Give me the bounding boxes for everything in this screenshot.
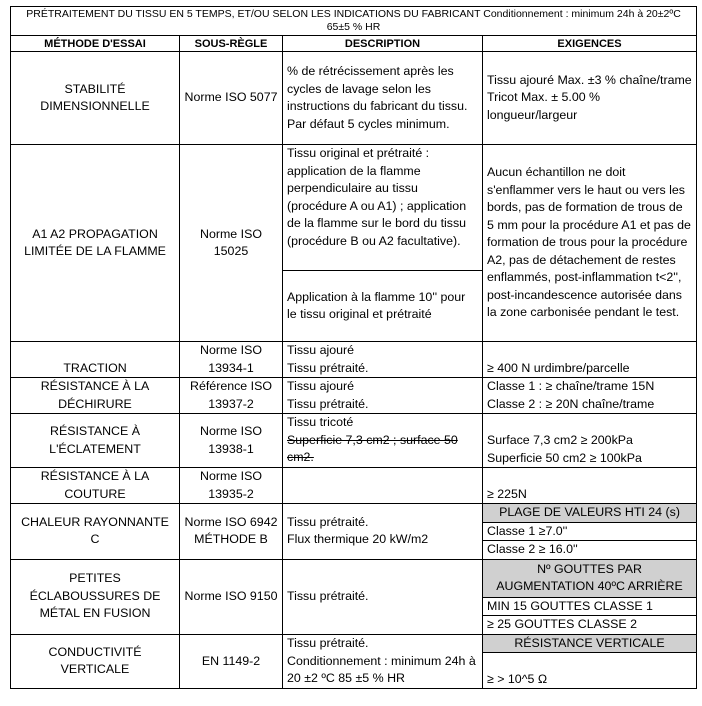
description-cell: Tissu prétraité. <box>283 559 483 634</box>
table-row <box>11 634 697 653</box>
description-line: Tissu ajouré <box>287 379 355 393</box>
requirements-cell: Classe 1 ≥7.0'' <box>483 522 697 541</box>
description-line: Flux thermique 20 kW/m2 <box>287 532 429 547</box>
subrule-cell: Norme ISO 15025 <box>180 145 283 342</box>
description-cell <box>283 634 483 689</box>
method-cell: PETITES ÉCLABOUSSURES DE MÉTAL EN FUSION <box>11 559 180 634</box>
description-line: Conditionnement : minimum 24h à 20 ±2 ºC 85 ±5 % HR <box>287 653 476 685</box>
method-cell: TRACTION <box>11 342 180 378</box>
subrule-cell: Norme ISO 9150 <box>180 559 283 634</box>
requirements-cell: ≥ > 10^5 Ω <box>483 653 697 689</box>
header-method: MÉTHODE D'ESSAI <box>11 36 180 52</box>
table-row <box>11 559 697 597</box>
requirements-cell: MIN 15 GOUTTES CLASSE 1 <box>483 597 697 616</box>
description-line: Tissu prétraité. <box>287 360 369 375</box>
description-cell: % de rétrécissement après les cycles de lavage selon les instructions du fabricant du tissu. Par défaut 5 cycles minimum. <box>283 52 483 145</box>
subrule-cell: Norme ISO 13938-1 <box>180 414 283 468</box>
table-row <box>11 468 697 504</box>
subrule-cell: Norme ISO 5077 <box>180 52 283 145</box>
description-line: Tissu prétraité. <box>287 514 369 529</box>
method-cell: CONDUCTIVITÉ VERTICALE <box>11 634 180 689</box>
description-cell <box>283 342 483 378</box>
requirements-line: Surface 7,3 cm2 ≥ 200kPa <box>487 433 633 447</box>
description-line: Tissu ajouré <box>287 343 355 357</box>
description-cell <box>283 378 483 414</box>
subrule-cell: Norme ISO 6942 MÉTHODE B <box>180 504 283 560</box>
method-cell: CHALEUR RAYONNANTE C <box>11 504 180 560</box>
method-cell: STABILITÉ DIMENSIONNELLE <box>11 52 180 145</box>
method-cell: RÉSISTANCE À LA DÉCHIRURE <box>11 378 180 414</box>
requirements-cell <box>483 378 697 414</box>
description-line: Tissu tricoté <box>287 415 354 429</box>
requirements-cell: Aucun échantillon ne doit s'enflammer vers le haut ou vers les bords, pas de formation de trous de 5 mm pour la procédure A1 et pas de formation de trous pour la procédure A2, pas de détachement de restes enflammés, post-inflammation t<2'', post-incandescence autorisée dans la zone carbonisée pendant le test. <box>483 145 697 342</box>
subrule-cell: EN 1149-2 <box>180 634 283 689</box>
table-row <box>11 52 697 145</box>
subrule-cell: Référence ISO 13937-2 <box>180 378 283 414</box>
method-cell: A1 A2 PROPAGATION LIMITÉE DE LA FLAMME <box>11 145 180 342</box>
description-cell <box>283 468 483 504</box>
table-row <box>11 378 697 414</box>
requirements-line: Classe 2 : ≥ 20N chaîne/trame <box>487 396 655 411</box>
subrule-cell: Norme ISO 13934-1 <box>180 342 283 378</box>
requirements-header: RÉSISTANCE VERTICALE <box>483 634 697 653</box>
header-description: DESCRIPTION <box>283 36 483 52</box>
description-cell <box>283 504 483 560</box>
description-line-struck: Superficie 7,3 cm2 ; surface 50 cm2. <box>287 432 458 464</box>
requirements-cell: Classe 2 ≥ 16.0'' <box>483 541 697 560</box>
header-requirements: EXIGENCES <box>483 36 697 52</box>
method-cell: RÉSISTANCE À LA COUTURE <box>11 468 180 504</box>
requirements-line: Classe 1 : ≥ chaîne/trame 15N <box>487 379 655 393</box>
requirements-header: PLAGE DE VALEURS HTI 24 (s) <box>483 504 697 523</box>
table-row <box>11 145 697 271</box>
header-subrule: SOUS-RÈGLE <box>180 36 283 52</box>
description-cell: Application à la flamme 10'' pour le tissu original et prétraité <box>283 271 483 342</box>
requirements-cell <box>483 414 697 468</box>
requirements-header: Nº GOUTTES PAR AUGMENTATION 40ºC ARRIÈRE <box>483 559 697 597</box>
table-row <box>11 504 697 523</box>
requirements-cell: ≥ 400 N urdimbre/parcelle <box>483 342 697 378</box>
subrule-cell: Norme ISO 13935-2 <box>180 468 283 504</box>
requirements-cell: ≥ 225N <box>483 468 697 504</box>
requirements-cell: Tissu ajouré Max. ±3 % chaîne/trame Tricot Max. ± 5.00 % longueur/largeur <box>483 52 697 145</box>
description-cell <box>283 414 483 468</box>
description-cell: Tissu original et prétraité : application de la flamme perpendiculaire au tissu (procédure A ou A1) ; application de la flamme sur le bord du tissu (procédure B ou A2 facultative). <box>283 145 483 271</box>
description-line: Tissu prétraité. <box>287 636 369 650</box>
description-line: Tissu prétraité. <box>287 396 369 411</box>
table-row <box>11 414 697 468</box>
requirements-line: Superficie 50 cm2 ≥ 100kPa <box>487 450 642 465</box>
method-cell: RÉSISTANCE À L'ÉCLATEMENT <box>11 414 180 468</box>
table-title: PRÉTRAITEMENT DU TISSU EN 5 TEMPS, ET/OU SELON LES INDICATIONS DU FABRICANT Conditionnement : minimum 24h à 20±2ºC 65±5 % HR <box>11 7 697 36</box>
table-row <box>11 342 697 378</box>
requirements-table <box>10 6 697 689</box>
requirements-cell: ≥ 25 GOUTTES CLASSE 2 <box>483 616 697 635</box>
